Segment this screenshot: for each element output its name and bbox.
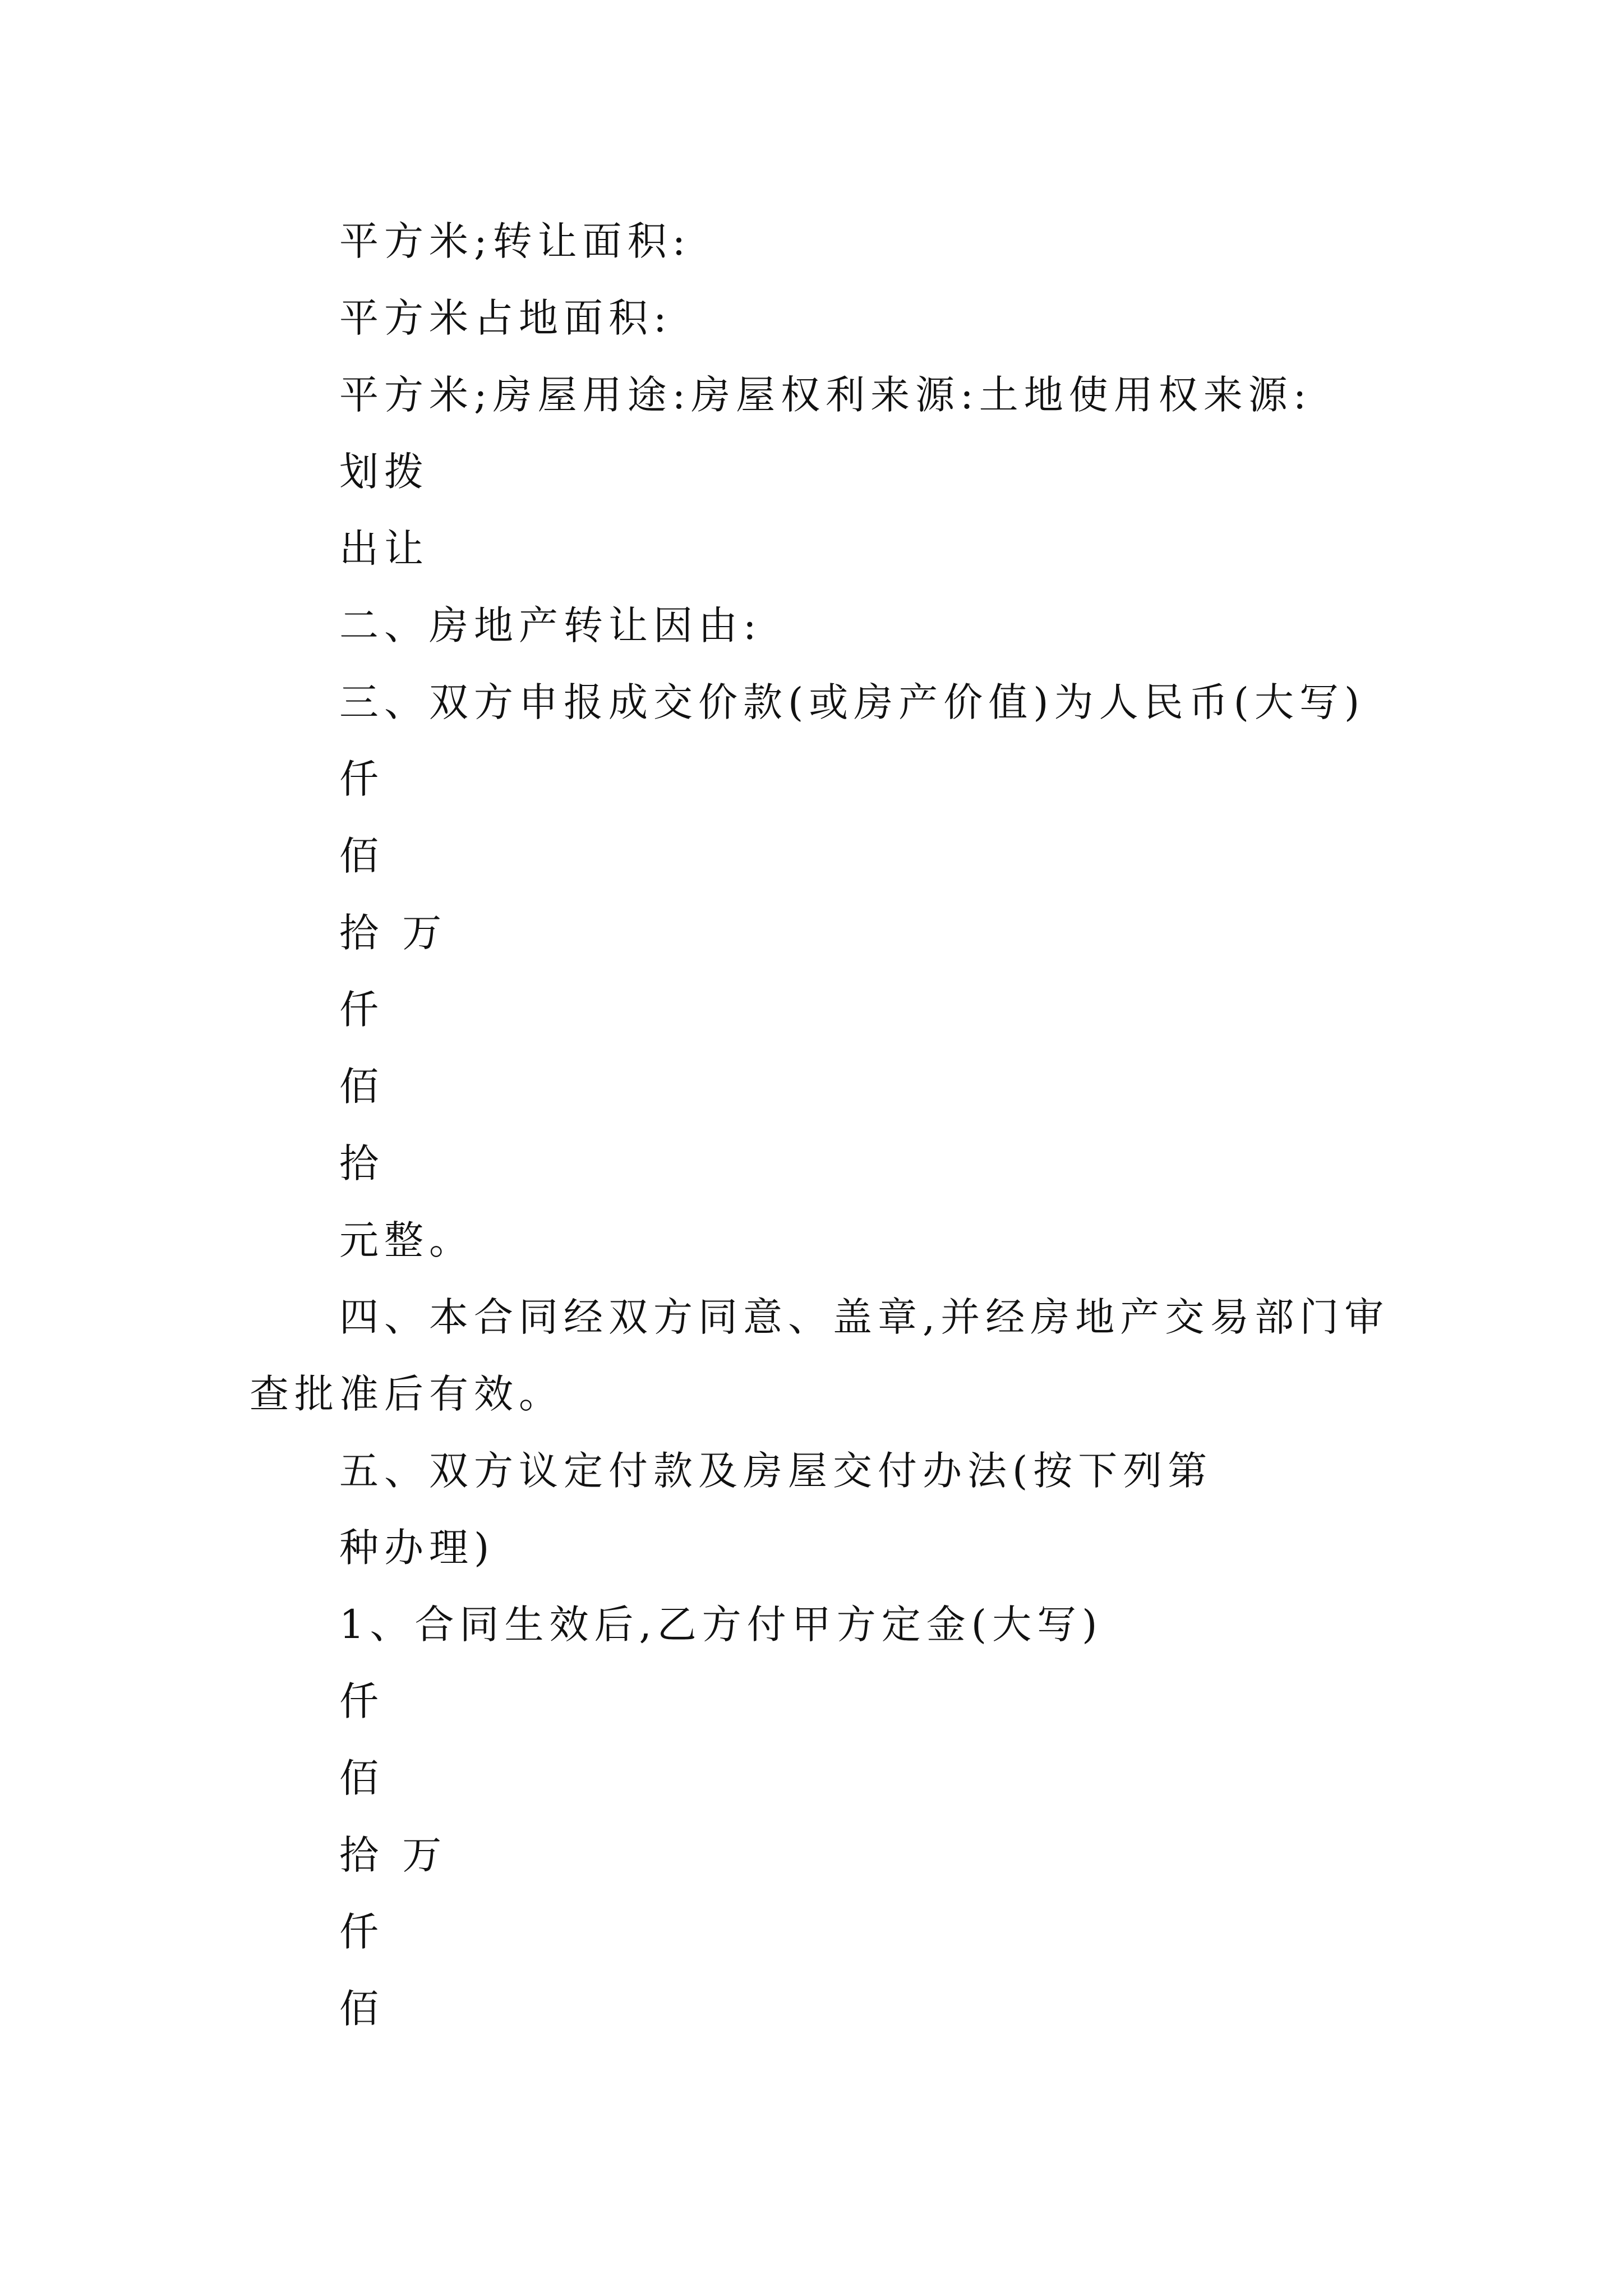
text-line: 仟 xyxy=(339,1909,384,1955)
text-line: 佰 xyxy=(339,1986,384,2032)
text-line: 佰 xyxy=(339,1064,384,1110)
text-line: 仟 xyxy=(339,756,384,802)
text-line: 拾 万 xyxy=(339,910,448,956)
text-line: 平方米;转让面积: xyxy=(339,218,691,264)
text-line: 划拨 xyxy=(339,449,429,495)
text-line: 佰 xyxy=(339,833,384,879)
text-line: 仟 xyxy=(339,987,384,1033)
text-line: 1、合同生效后,乙方付甲方定金(大写) xyxy=(339,1602,1103,1648)
text-line: 三、双方申报成交价款(或房产价值)为人民币(大写) xyxy=(339,679,1366,725)
text-line: 查批准后有效。 xyxy=(250,1371,564,1417)
text-line: 二、房地产转让因由: xyxy=(339,602,762,648)
text-line: 元整。 xyxy=(339,1217,474,1263)
text-line: 仟 xyxy=(339,1678,384,1724)
text-line: 种办理) xyxy=(339,1525,495,1571)
text-line: 平方米;房屋用途:房屋权利来源:土地使用权来源: xyxy=(339,372,1312,418)
text-line: 四、本合同经双方同意、盖章,并经房地产交易部门审 xyxy=(339,1294,1390,1340)
text-line: 佰 xyxy=(339,1755,384,1801)
text-line: 拾 xyxy=(339,1140,384,1186)
text-line: 五、双方议定付款及房屋交付办法(按下列第 xyxy=(339,1448,1213,1494)
text-line: 拾 万 xyxy=(339,1832,448,1878)
text-line: 平方米占地面积: xyxy=(339,295,672,341)
text-line: 出让 xyxy=(339,526,429,572)
